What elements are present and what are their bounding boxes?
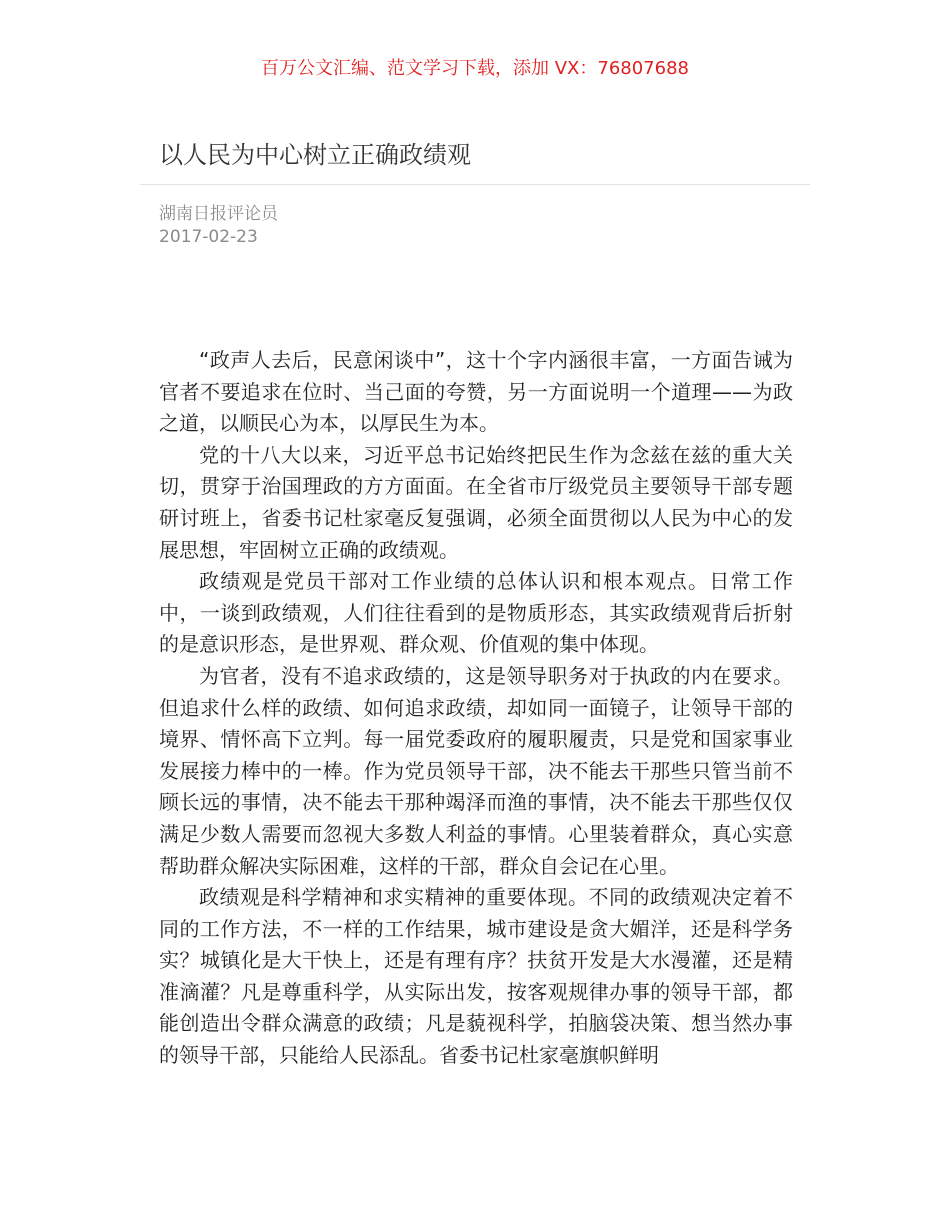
paragraph: 政绩观是党员干部对工作业绩的总体认识和根本观点。日常工作中，一谈到政绩观，人们往往看到的是物质形态，其实政绩观背后折射的是意识形态，是世界观、群众观、价值观的集中体现。	[159, 569, 793, 657]
title-divider	[140, 184, 810, 185]
article-body	[159, 345, 793, 1072]
watermark-banner: 百万公文汇编、范文学习下载，添加 VX：76807688	[261, 58, 689, 79]
article-meta	[159, 203, 278, 249]
paragraph: 党的十八大以来，习近平总书记始终把民生作为念兹在兹的重大关切，贯穿于治国理政的方方面面。在全省市厅级党员主要领导干部专题研讨班上，省委书记杜家毫反复强调，必须全面贯彻以人民为中心的发展思想，牢固树立正确的政绩观。	[159, 442, 793, 562]
article-author: 湖南日报评论员	[159, 204, 278, 224]
paragraph: 政绩观是科学精神和求实精神的重要体现。不同的政绩观决定着不同的工作方法，不一样的工作结果，城市建设是贪大媚洋，还是科学务实？城镇化是大干快上，还是有理有序？扶贫开发是大水漫灌，还是精准滴灌？凡是尊重科学，从实际出发，按客观规律办事的领导干部，都能创造出令群众满意的政绩；凡是藐视科学，拍脑袋决策、想当然办事的领导干部，只能给人民添乱。省委书记杜家毫旗帜鲜明	[159, 885, 793, 1068]
paragraph: 为官者，没有不追求政绩的，这是领导职务对于执政的内在要求。但追求什么样的政绩、如何追求政绩，却如同一面镜子，让领导干部的境界、情怀高下立判。每一届党委政府的履职履责，只是党和国家事业发展接力棒中的一棒。作为党员领导干部，决不能去干那些只管当前不顾长远的事情，决不能去干那种竭泽而渔的事情，决不能去干那些仅仅满足少数人需要而忽视大多数人利益的事情。心里装着群众，真心实意帮助群众解决实际困难，这样的干部，群众自会记在心里。	[159, 663, 793, 878]
article-date: 2017-02-23	[159, 227, 258, 247]
article-title: 以人民为中心树立正确政绩观	[159, 141, 471, 169]
paragraph: “政声人去后，民意闲谈中”，这十个字内涵很丰富，一方面告诫为官者不要追求在位时、当己面的夸赞，另一方面说明一个道理——为政之道，以顺民心为本，以厚民生为本。	[159, 348, 793, 436]
